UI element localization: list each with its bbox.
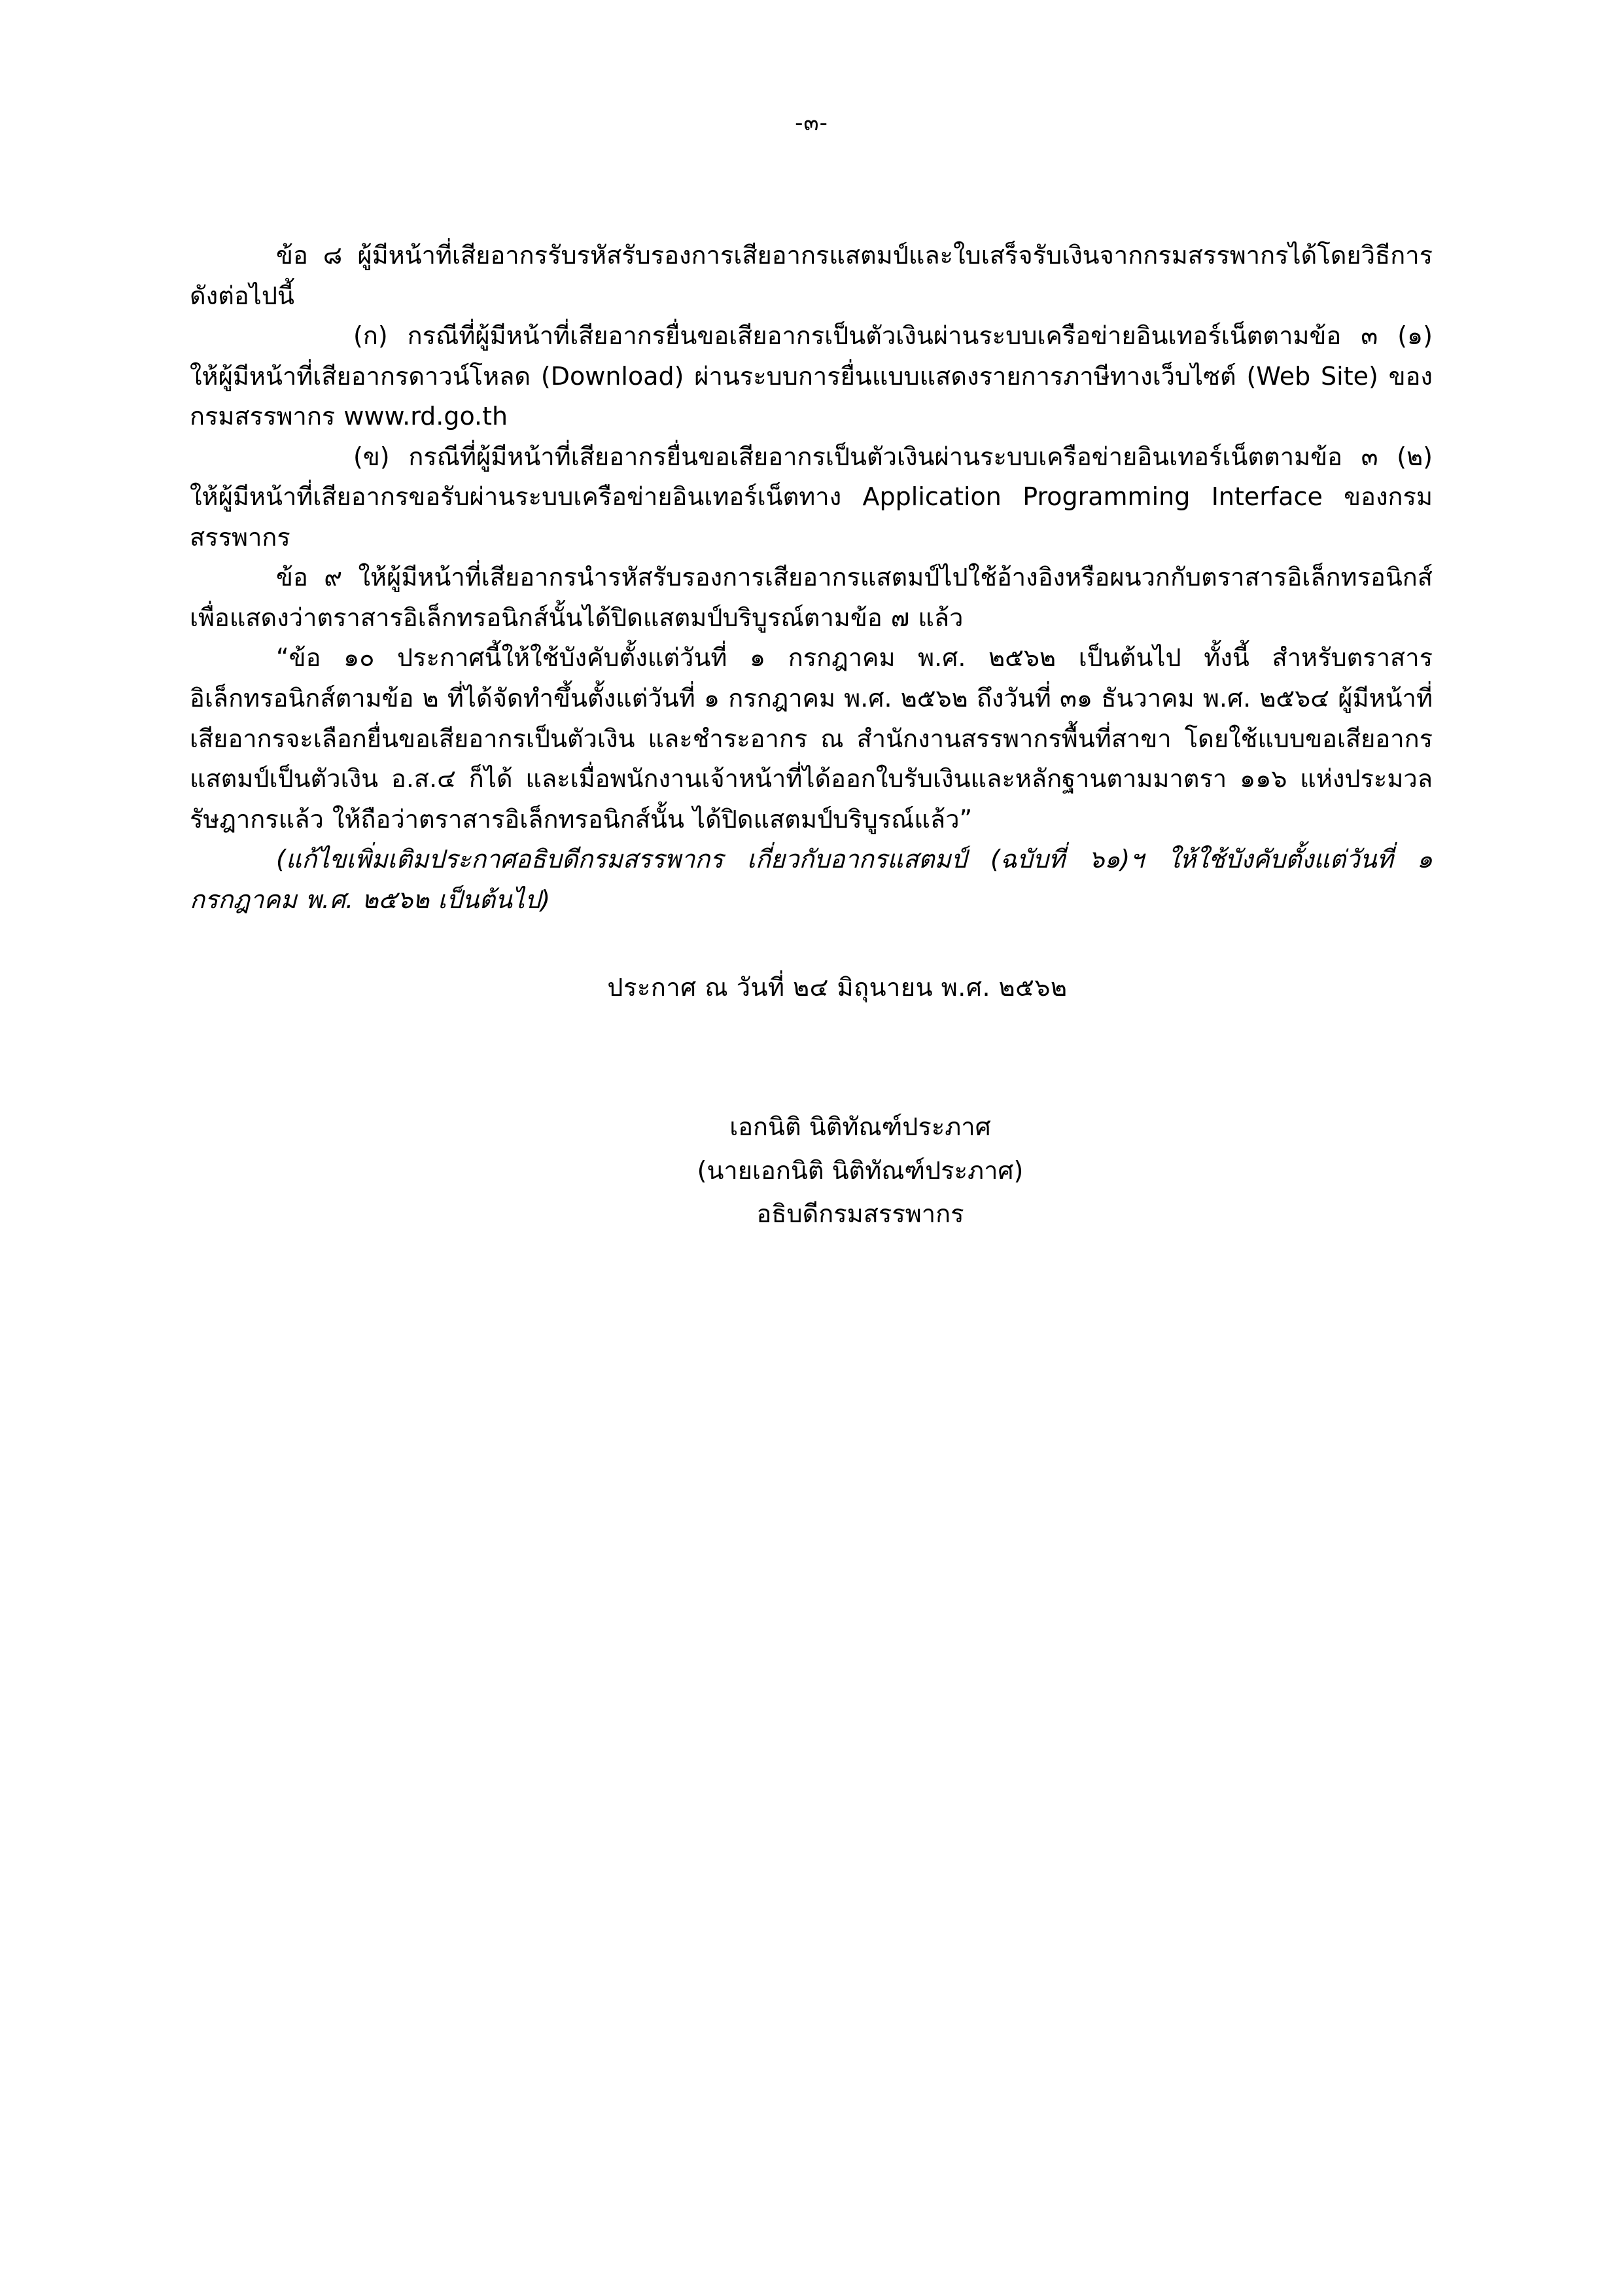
paragraph-clause-9: ข้อ ๙ ให้ผู้มีหน้าที่เสียอากรนำรหัสรับรองการเสียอากรแสตมป์ไปใช้อ้างอิงหรือผนวกกับตราสารอิเล็กทรอนิกส์เพื่อแสดงว่าตราสารอิเล็กทรอนิกส์นั้นได้ปิดแสตมป์บริบูรณ์ตามข้อ ๗ แล้ว [190, 563, 1433, 632]
document-body [190, 236, 1433, 1236]
signature-name: เอกนิติ นิติทัณฑ์ประภาศ [729, 1112, 991, 1142]
paragraph-clause-10: “ข้อ ๑๐ ประกาศนี้ให้ใช้บังคับตั้งแต่วันที่ ๑ กรกฎาคม พ.ศ. ๒๕๖๒ เป็นต้นไป ทั้งนี้ สำหรับตราสารอิเล็กทรอนิกส์ตามข้อ ๒ ที่ได้จัดทำขึ้นตั้งแต่วันที่ ๑ กรกฎาคม พ.ศ. ๒๕๖๒ ถึงวันที่ ๓๑ ธันวาคม พ.ศ. ๒๕๖๔ ผู้มีหน้าที่เสียอากรจะเลือกยื่นขอเสียอากรเป็นตัวเงิน และชำระอากร ณ สำนักงานสรรพากรพื้นที่สาขา โดยใช้แบบขอเสียอากรแสตมป์เป็นตัวเงิน อ.ส.๔ ก็ได้ และเมื่อพนักงานเจ้าหน้าที่ได้ออกใบรับเงินและหลักฐานตามมาตรา ๑๑๖ แห่งประมวลรัษฎากรแล้ว ให้ถือว่าตราสารอิเล็กทรอนิกส์นั้น ได้ปิดแสตมป์บริบูรณ์แล้ว” [190, 643, 1433, 834]
signature-position: อธิบดีกรมสรรพากร [756, 1199, 964, 1229]
paragraph-clause-8-a: (ก) กรณีที่ผู้มีหน้าที่เสียอากรยื่นขอเสียอากรเป็นตัวเงินผ่านระบบเครือข่ายอินเทอร์เน็ตตามข้อ ๓ (๑) ให้ผู้มีหน้าที่เสียอากรดาวน์โหลด (Download) ผ่านระบบการยื่นแบบแสดงรายการภาษีทางเว็บไซต์ (Web Site) ของกรมสรรพากร www.rd.go.th [190, 321, 1433, 431]
page-number: -๓- [795, 110, 828, 136]
announcement-date: ประกาศ ณ วันที่ ๒๔ มิถุนายน พ.ศ. ๒๕๖๒ [607, 973, 1068, 1002]
paragraph-clause-8-b: (ข) กรณีที่ผู้มีหน้าที่เสียอากรยื่นขอเสียอากรเป็นตัวเงินผ่านระบบเครือข่ายอินเทอร์เน็ตตามข้อ ๓ (๒) ให้ผู้มีหน้าที่เสียอากรขอรับผ่านระบบเครือข่ายอินเทอร์เน็ตทาง Application Programming Interface ของกรมสรรพากร [190, 442, 1433, 552]
paragraph-clause-8: ข้อ ๘ ผู้มีหน้าที่เสียอากรรับรหัสรับรองการเสียอากรแสตมป์และใบเสร็จรับเงินจากกรมสรรพากรได้โดยวิธีการดังต่อไปนี้ [190, 241, 1433, 310]
signature-block [190, 1105, 1433, 1236]
signature-name-parenthetical: (นายเอกนิติ นิติทัณฑ์ประภาศ) [697, 1156, 1024, 1185]
paragraph-amendment-note: (แก้ไขเพิ่มเติมประกาศอธิบดีกรมสรรพากร เกี่ยวกับอากรแสตมป์ (ฉบับที่ ๖๑)ฯ ให้ใช้บังคับตั้งแต่วันที่ ๑ กรกฎาคม พ.ศ. ๒๕๖๒ เป็นต้นไป) [190, 845, 1433, 914]
